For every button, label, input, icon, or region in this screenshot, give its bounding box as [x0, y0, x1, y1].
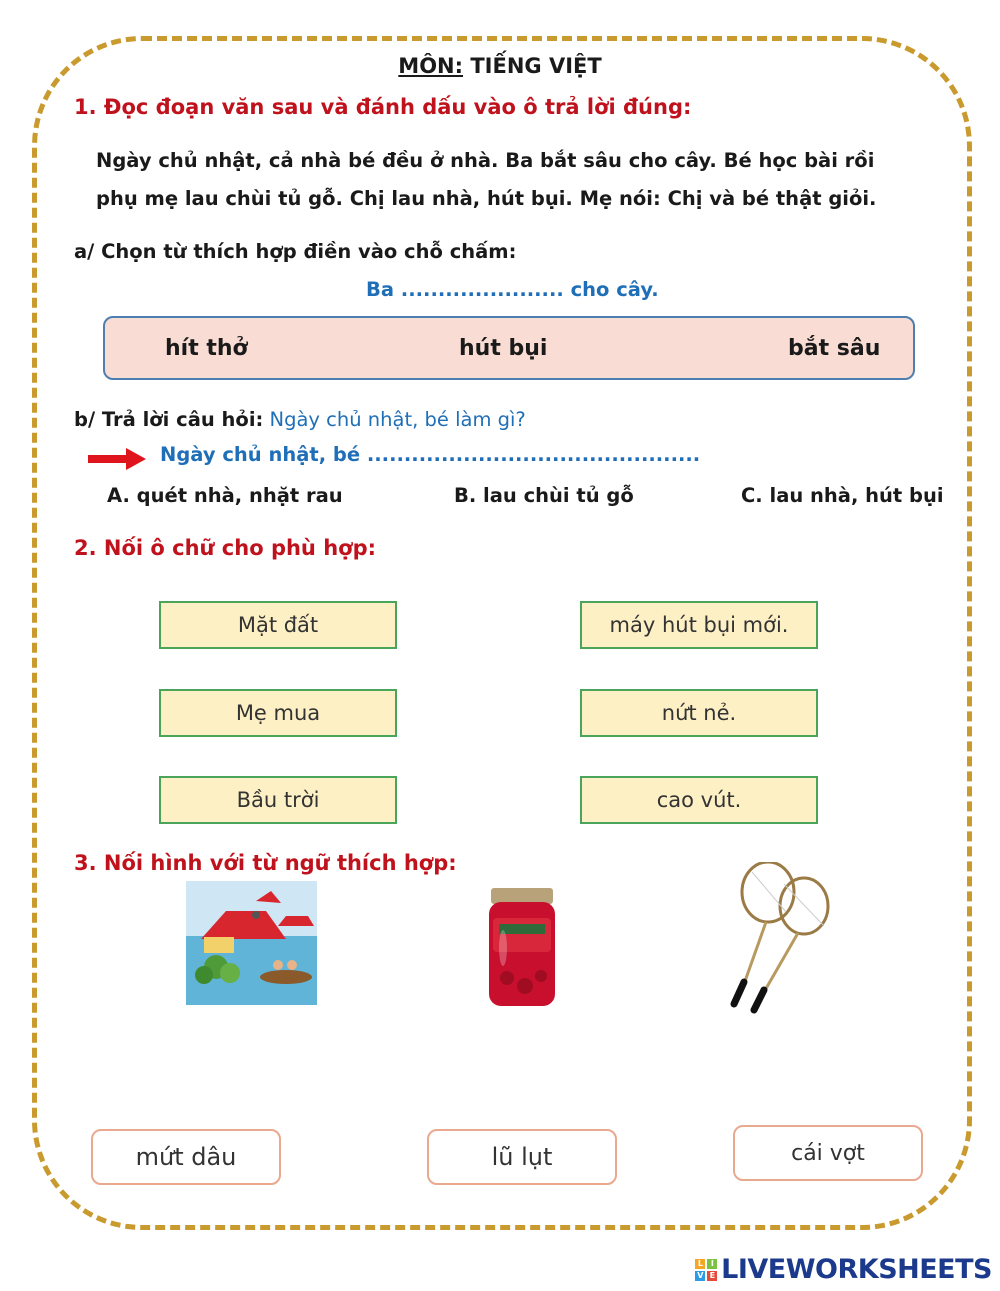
choice-c[interactable]: C. lau nhà, hút bụi [741, 484, 944, 507]
section3-heading: 3. Nối hình với từ ngữ thích hợp: [74, 851, 457, 875]
match-left-box[interactable]: Mặt đất [159, 601, 397, 649]
choice-b[interactable]: B. lau chùi tủ gỗ [454, 484, 634, 507]
word-option[interactable]: bắt sâu [788, 336, 881, 361]
part-b-question-text: Ngày chủ nhật, bé làm gì? [269, 408, 526, 431]
match-left-box[interactable]: Mẹ mua [159, 689, 397, 737]
match-right-box[interactable]: máy hút bụi mới. [580, 601, 818, 649]
word-choice-box [103, 316, 915, 380]
match-right-box[interactable]: nứt nẻ. [580, 689, 818, 737]
answer-stub: Ngày chủ nhật, bé ............................................. [160, 443, 701, 466]
answer-box[interactable]: mứt dâu [91, 1129, 281, 1185]
answer-box[interactable]: lũ lụt [427, 1129, 617, 1185]
answer-box[interactable]: cái vợt [733, 1125, 923, 1181]
part-b-label: b/ Trả lời câu hỏi: [74, 408, 264, 431]
jam-jar-picture[interactable] [485, 888, 559, 1010]
liveworksheets-logo[interactable] [695, 1254, 992, 1285]
passage-line: Ngày chủ nhật, cả nhà bé đều ở nhà. Ba bắt sâu cho cây. Bé học bài rồi [96, 149, 875, 172]
brand-name: LIVEWORKSHEETS [721, 1254, 992, 1285]
word-option[interactable]: hít thở [165, 336, 248, 361]
part-b-question [74, 408, 526, 431]
match-left-box[interactable]: Bầu trời [159, 776, 397, 824]
part-a-sentence: Ba ...................... cho cây. [366, 278, 659, 301]
page-title [0, 54, 1000, 78]
subject-name: TIẾNG VIỆT [470, 54, 602, 78]
logo-letter: V [695, 1271, 705, 1281]
part-a-question: a/ Chọn từ thích hợp điền vào chỗ chấm: [74, 240, 517, 263]
section1-heading: 1. Đọc đoạn văn sau và đánh dấu vào ô trả lời đúng: [74, 95, 692, 119]
word-option[interactable]: hút bụi [459, 336, 548, 361]
logo-letter: E [707, 1271, 717, 1281]
logo-grid-icon [695, 1259, 717, 1281]
logo-letter: L [695, 1259, 705, 1269]
badminton-racket-picture[interactable] [726, 862, 832, 1014]
flood-picture[interactable] [186, 881, 317, 1005]
passage-line: phụ mẹ lau chùi tủ gỗ. Chị lau nhà, hút bụi. Mẹ nói: Chị và bé thật giỏi. [96, 187, 877, 210]
choice-a[interactable]: A. quét nhà, nhặt rau [107, 484, 343, 507]
match-right-box[interactable]: cao vút. [580, 776, 818, 824]
reading-passage [96, 142, 956, 218]
subject-label: MÔN: [398, 54, 464, 78]
section2-heading: 2. Nối ô chữ cho phù hợp: [74, 536, 376, 560]
logo-letter: I [707, 1259, 717, 1269]
red-arrow-icon [88, 448, 146, 470]
